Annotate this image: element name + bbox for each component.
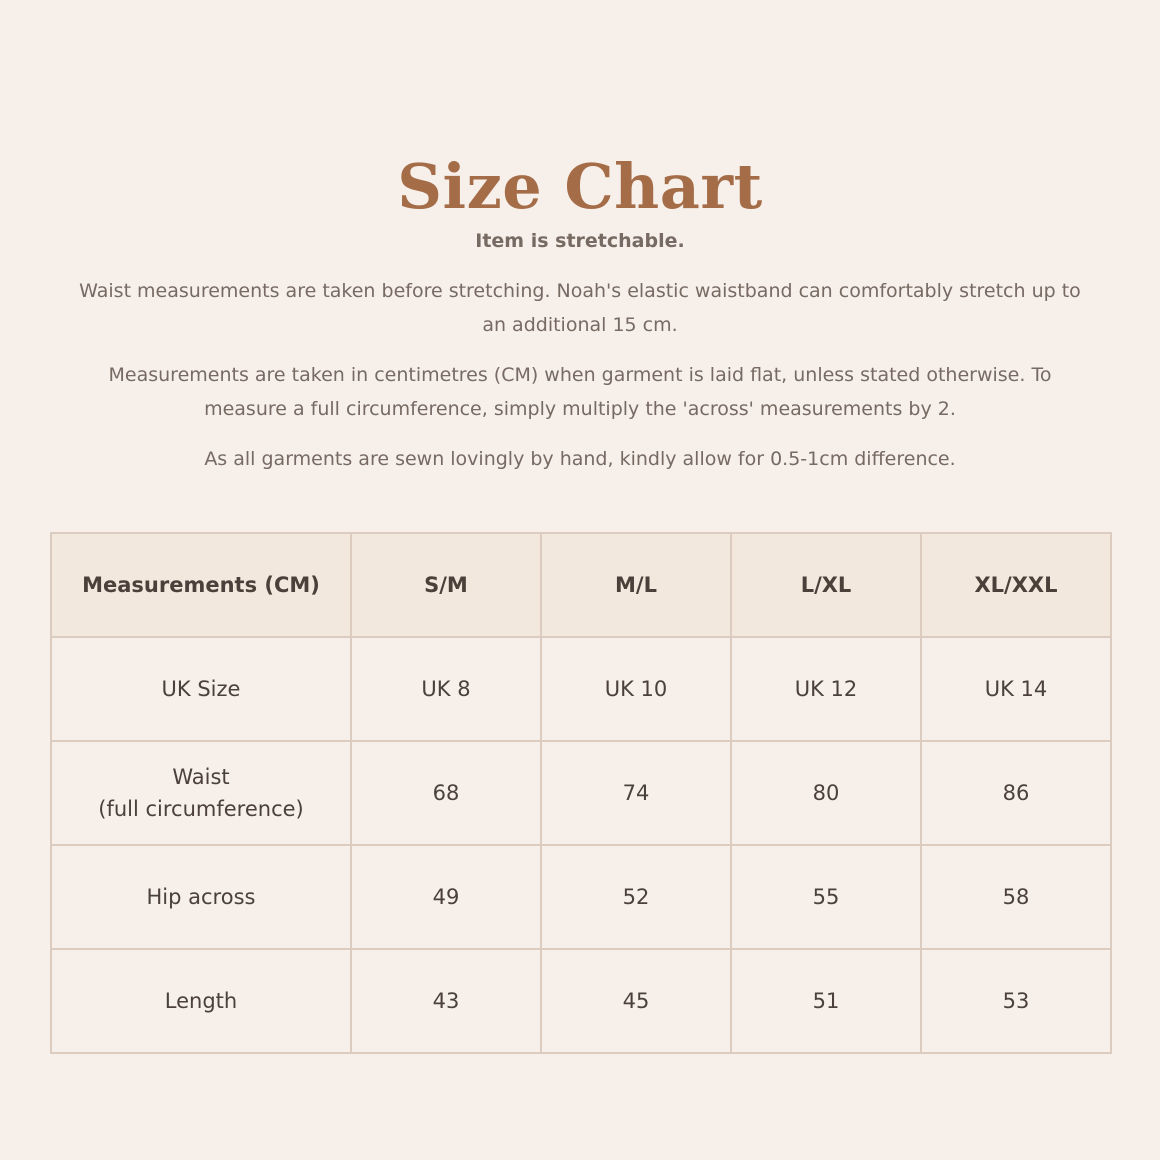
row-label-length	[51, 949, 351, 1053]
row-label: Waist	[172, 765, 230, 789]
table-cell: 52	[541, 845, 731, 949]
row-label: UK Size	[161, 677, 241, 701]
table-cell: 43	[351, 949, 541, 1053]
header-size-l-xl: L/XL	[731, 533, 921, 637]
waist-note: Waist measurements are taken before stretching. Noah's elastic waistband can comfortably stretch up to an additional 15 cm.	[79, 280, 1081, 336]
row-label: Hip across	[146, 885, 256, 909]
size-table	[50, 532, 1112, 1054]
table-cell: 55	[731, 845, 921, 949]
table-cell: 49	[351, 845, 541, 949]
handmade-note: As all garments are sewn lovingly by hand, kindly allow for 0.5-1cm difference.	[204, 448, 956, 470]
table-cell: 74	[541, 741, 731, 845]
table-cell: UK 12	[731, 637, 921, 741]
table-cell: 80	[731, 741, 921, 845]
header-size-s-m: S/M	[351, 533, 541, 637]
size-notes	[70, 224, 1090, 492]
table-row	[51, 741, 1111, 845]
table-cell: 68	[351, 741, 541, 845]
row-sublabel: (full circumference)	[98, 797, 304, 821]
page-title: Size Chart	[397, 149, 763, 223]
table-cell: 45	[541, 949, 731, 1053]
row-label-uk-size	[51, 637, 351, 741]
stretch-note: Item is stretchable.	[475, 230, 685, 252]
table-cell: UK 14	[921, 637, 1111, 741]
row-label-waist	[51, 741, 351, 845]
table-header-row	[51, 533, 1111, 637]
table-cell: 58	[921, 845, 1111, 949]
table-cell: 86	[921, 741, 1111, 845]
table-cell: UK 8	[351, 637, 541, 741]
table-row	[51, 949, 1111, 1053]
header-size-xl-xxl: XL/XXL	[921, 533, 1111, 637]
table-row	[51, 845, 1111, 949]
row-label: Length	[164, 989, 238, 1013]
table-cell: 53	[921, 949, 1111, 1053]
measure-note: Measurements are taken in centimetres (CM) when garment is laid flat, unless stated otherwise. To measure a full circumference, simply multiply the 'across' measurements by 2.	[108, 364, 1052, 420]
header-size-m-l: M/L	[541, 533, 731, 637]
row-label-hip-across	[51, 845, 351, 949]
table-cell: UK 10	[541, 637, 731, 741]
table-row	[51, 637, 1111, 741]
header-measurements: Measurements (CM)	[51, 533, 351, 637]
table-cell: 51	[731, 949, 921, 1053]
